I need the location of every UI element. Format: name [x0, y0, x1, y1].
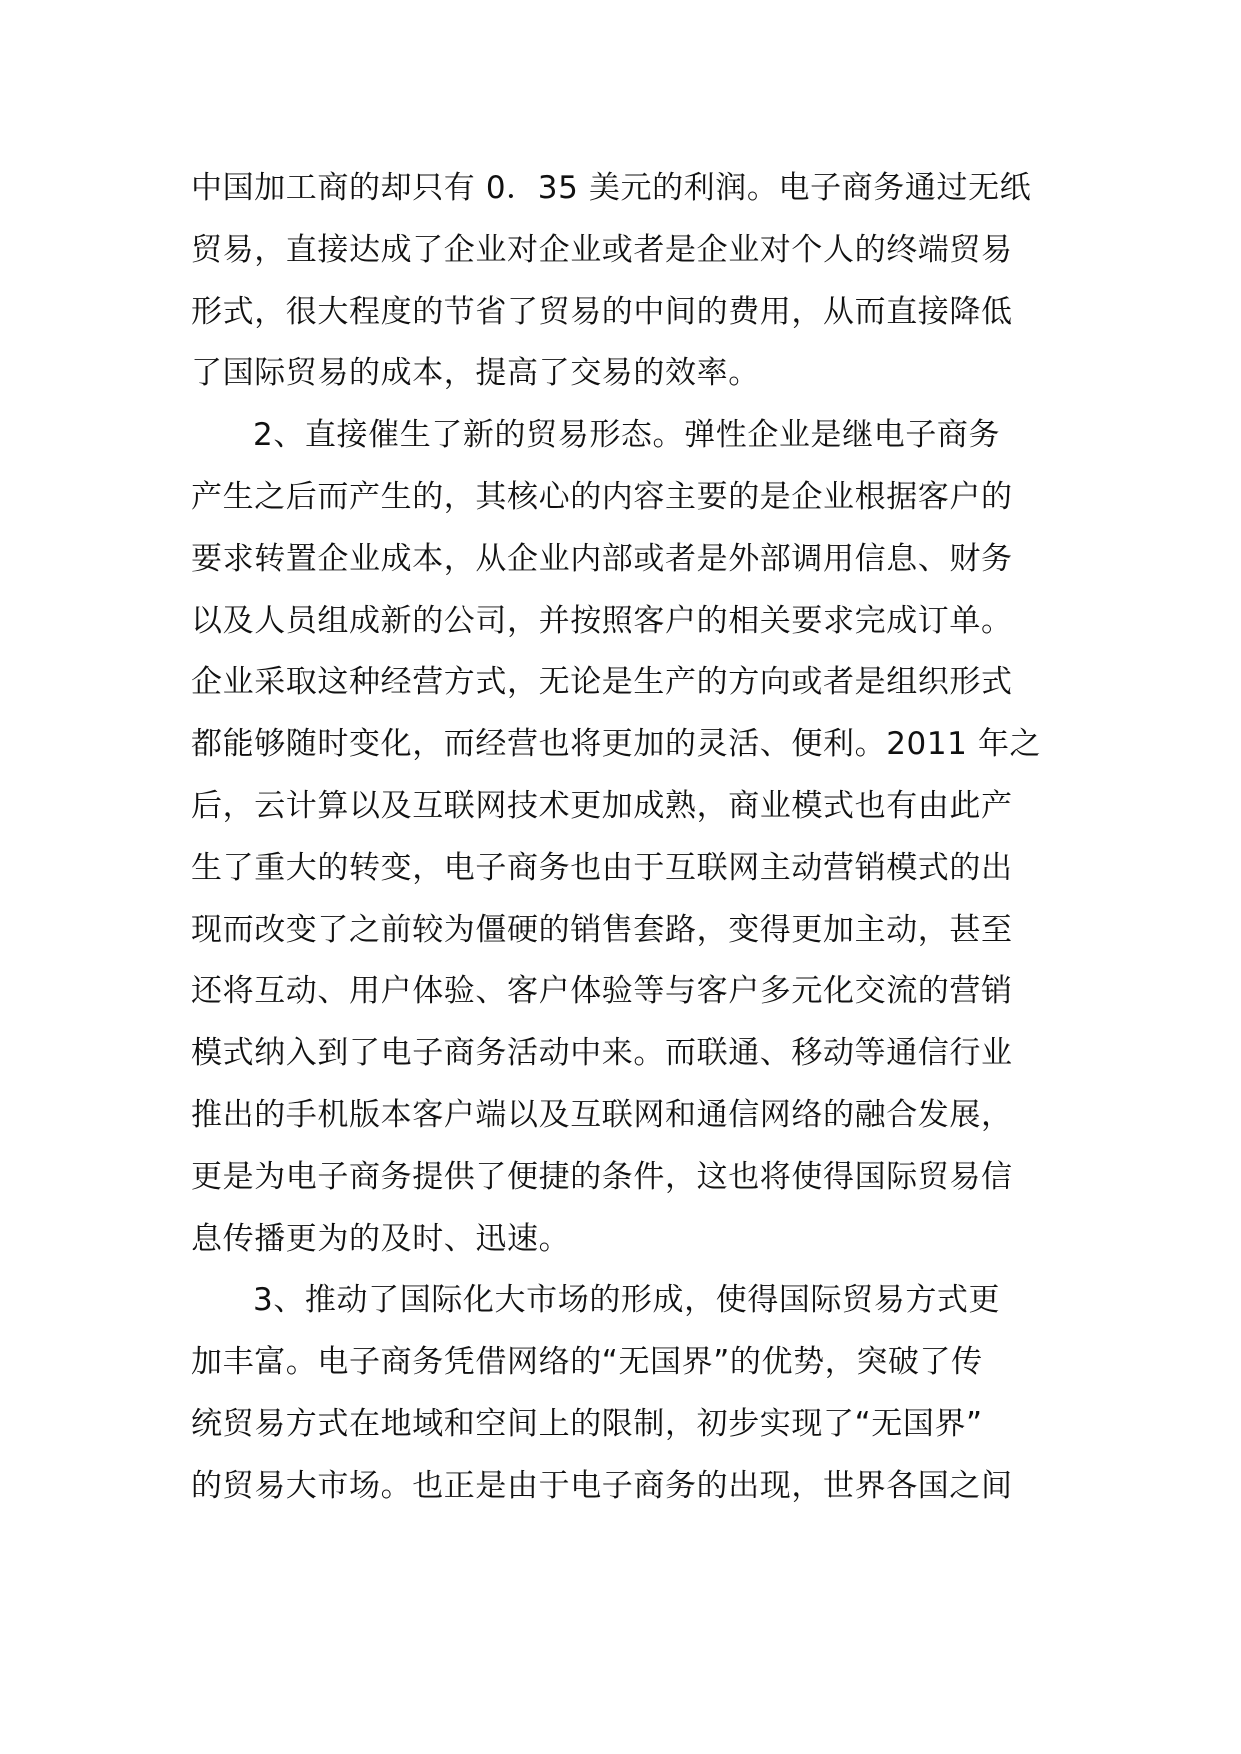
- text-line: 的贸易大市场。也正是由于电子商务的出现，世界各国之间: [191, 1467, 1013, 1504]
- text-line: 贸易，直接达成了企业对企业或者是企业对个人的终端贸易: [191, 231, 1013, 268]
- text-line: 以及人员组成新的公司，并按照客户的相关要求完成订单。: [191, 602, 1013, 639]
- text-line: 要求转置企业成本，从企业内部或者是外部调用信息、财务: [191, 540, 1013, 577]
- text-line: 现而改变了之前较为僵硬的销售套路，变得更加主动，甚至: [191, 911, 1013, 948]
- text-line: 中国加工商的却只有 0．35 美元的利润。电子商务通过无纸: [191, 170, 1032, 206]
- text-line: 息传播更为的及时、迅速。: [191, 1220, 571, 1257]
- text-line: 推出的手机版本客户端以及互联网和通信网络的融合发展，: [191, 1096, 1013, 1133]
- text-line: 都能够随时变化，而经营也将更加的灵活、便利。2011 年之: [191, 726, 1042, 763]
- text-line: 形式，很大程度的节省了贸易的中间的费用，从而直接降低: [191, 293, 1013, 330]
- text-line: 更是为电子商务提供了便捷的条件，这也将使得国际贸易信: [191, 1158, 1013, 1195]
- paragraph-3-first-line: 3、推动了国际化大市场的形成，使得国际贸易方式更: [253, 1282, 1001, 1319]
- text-line: 模式纳入到了电子商务活动中来。而联通、移动等通信行业: [191, 1035, 1013, 1072]
- paragraph-2-first-line: 2、直接催生了新的贸易形态。弹性企业是继电子商务: [253, 417, 1001, 454]
- text-line: 产生之后而产生的，其核心的内容主要的是企业根据客户的: [191, 478, 1013, 515]
- text-line: 了国际贸易的成本，提高了交易的效率。: [191, 355, 760, 392]
- text-line: 后，云计算以及互联网技术更加成熟，商业模式也有由此产: [191, 787, 1013, 824]
- text-line: 统贸易方式在地域和空间上的限制，初步实现了“无国界”: [191, 1405, 983, 1442]
- text-line: 加丰富。电子商务凭借网络的“无国界”的优势，突破了传: [191, 1344, 983, 1381]
- text-line: 企业采取这种经营方式，无论是生产的方向或者是组织形式: [191, 664, 1013, 701]
- body-text: [191, 158, 1059, 1518]
- text-line: 生了重大的转变，电子商务也由于互联网主动营销模式的出: [191, 849, 1013, 886]
- text-line: 还将互动、用户体验、客户体验等与客户多元化交流的营销: [191, 973, 1013, 1010]
